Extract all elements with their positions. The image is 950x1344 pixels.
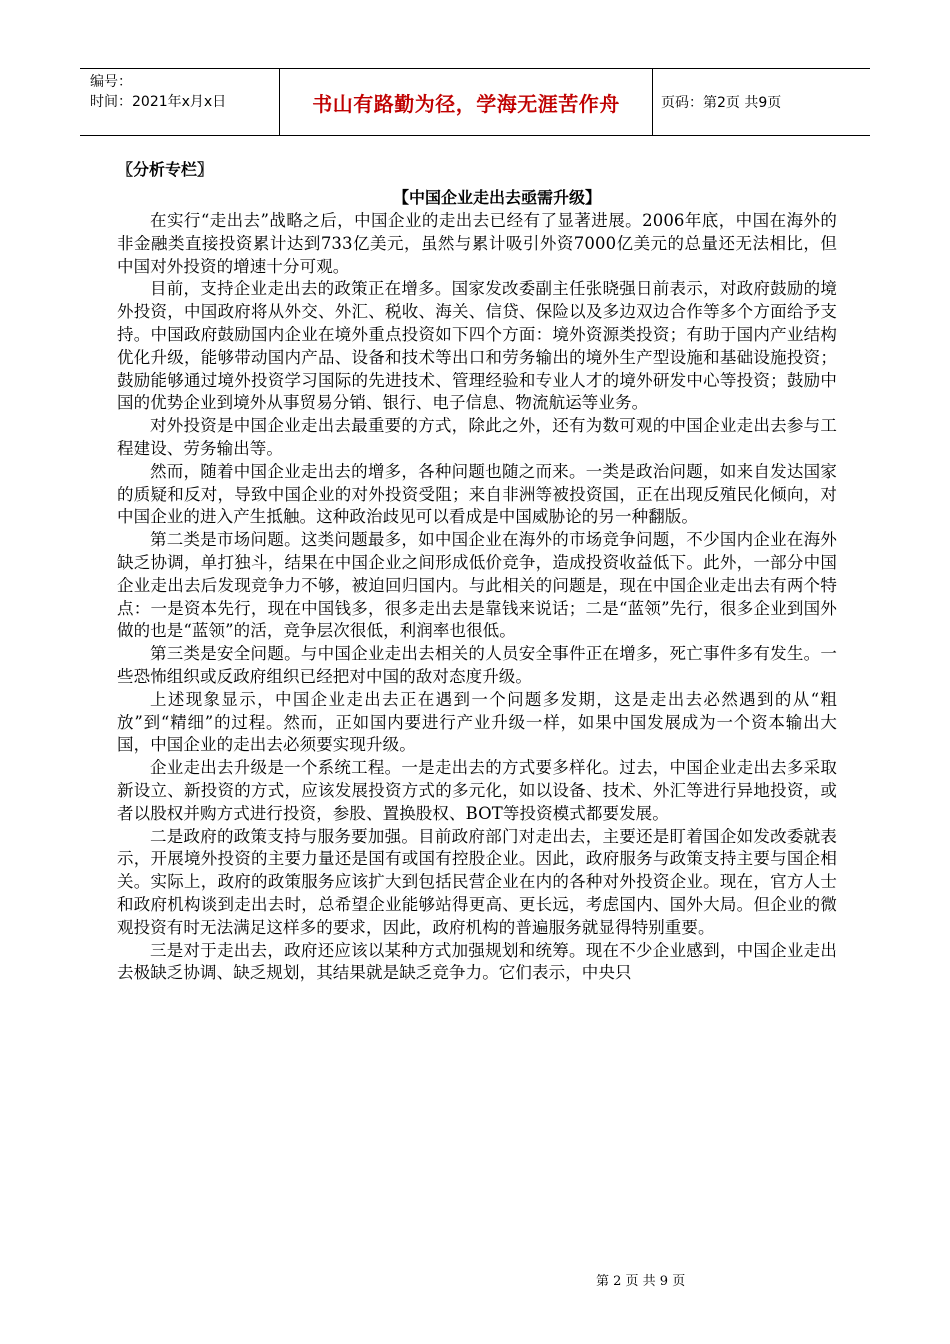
article-body bbox=[117, 158, 837, 985]
article-title: 【中国企业走出去亟需升级】 bbox=[392, 188, 601, 207]
paragraph: 三是对于走出去，政府还应该以某种方式加强规划和统筹。现在不少企业感到，中国企业走出去极缺乏协调、缺乏规划，其结果就是缺乏竞争力。它们表示，中央只 bbox=[117, 940, 837, 983]
section-label: 〖分析专栏〗 bbox=[117, 160, 214, 179]
paragraph: 第三类是安全问题。与中国企业走出去相关的人员安全事件正在增多，死亡事件多有发生。一些恐怖组织或反政府组织已经把对中国的敌对态度升级。 bbox=[117, 644, 837, 686]
header-motto: 书山有路勤为径，学海无涯苦作舟 bbox=[312, 91, 620, 116]
header-number: 编号： bbox=[90, 74, 132, 90]
document-header bbox=[80, 68, 870, 136]
paragraph: 然而，随着中国企业走出去的增多，各种问题也随之而来。一类是政治问题，如来自发达国家的质疑和反对，导致中国企业的对外投资受阻；来自非洲等被投资国，正在出现反殖民化倾向，对中国企业的进入产生抵触。这种政治歧见可以看成是中国威胁论的另一种翻版。 bbox=[117, 461, 837, 527]
paragraph: 上述现象显示，中国企业走出去正在遇到一个问题多发期，这是走出去必然遇到的从“粗放”到“精细”的过程。然而，正如国内要进行产业升级一样，如果中国发展成为一个资本输出大国，中国企业的走出去必须要实现升级。 bbox=[117, 689, 837, 755]
header-motto-cell bbox=[280, 69, 653, 135]
paragraph: 第二类是市场问题。这类问题最多，如中国企业在海外的市场竞争问题，不少国内企业在海外缺乏协调，单打独斗，结果在中国企业之间形成低价竞争，造成投资收益低下。此外，一部分中国企业走出去后发现竞争力不够，被迫回归国内。与此相关的问题是，现在中国企业走出去有两个特点：一是资本先行，现在中国钱多，很多走出去是靠钱来说话；二是“蓝领”先行，很多企业到国外做的也是“蓝领”的活，竞争层次很低，利润率也很低。 bbox=[117, 530, 837, 641]
header-date: 时间：2021年x月x日 bbox=[90, 94, 227, 110]
paragraph: 目前，支持企业走出去的政策正在增多。国家发改委副主任张晓强日前表示，对政府鼓励的境外投资，中国政府将从外交、外汇、税收、海关、信贷、保险以及多边双边合作等多个方面给予支持。中国政府鼓励国内企业在境外重点投资如下四个方面：境外资源类投资；有助于国内产业结构优化升级，能够带动国内产品、设备和技术等出口和劳务输出的境外生产型设施和基础设施投资；鼓励能够通过境外投资学习国际的先进技术、管理经验和专业人才的境外研发中心等投资；鼓励中国的优势企业到境外从事贸易分销、银行、电子信息、物流航运等业务。 bbox=[117, 279, 837, 413]
paragraph: 对外投资是中国企业走出去最重要的方式，除此之外，还有为数可观的中国企业走出去参与工程建设、劳务输出等。 bbox=[117, 416, 837, 458]
paragraph: 企业走出去升级是一个系统工程。一是走出去的方式要多样化。过去，中国企业走出去多采取新设立、新投资的方式，应该发展投资方式的多元化，如以设备、技术、外汇等进行异地投资，或者以股权并购方式进行投资，参股、置换股权、BOT等投资模式都要发展。 bbox=[117, 758, 837, 823]
header-page-info: 页码：第2页 共9页 bbox=[661, 95, 782, 111]
header-page-cell bbox=[653, 69, 870, 135]
page-footer: 第 2 页 共 9 页 bbox=[596, 1274, 686, 1289]
paragraph: 在实行“走出去”战略之后，中国企业的走出去已经有了显著进展。2006年底，中国在海外的非金融类直接投资累计达到733亿美元，虽然与累计吸引外资7000亿美元的总量还无法相比，但中国对外投资的增速十分可观。 bbox=[117, 211, 837, 276]
header-meta-cell bbox=[80, 69, 280, 135]
paragraph: 二是政府的政策支持与服务要加强。目前政府部门对走出去，主要还是盯着国企如发改委就表示，开展境外投资的主要力量还是国有或国有控股企业。因此，政府服务与政策支持主要与国企相关。实际上，政府的政策服务应该扩大到包括民营企业在内的各种对外投资企业。现在，官方人士和政府机构谈到走出去时，总希望企业能够站得更高、更长远，考虑国内、国外大局。但企业的微观投资有时无法满足这样多的要求，因此，政府机构的普遍服务就显得特别重要。 bbox=[117, 826, 837, 937]
